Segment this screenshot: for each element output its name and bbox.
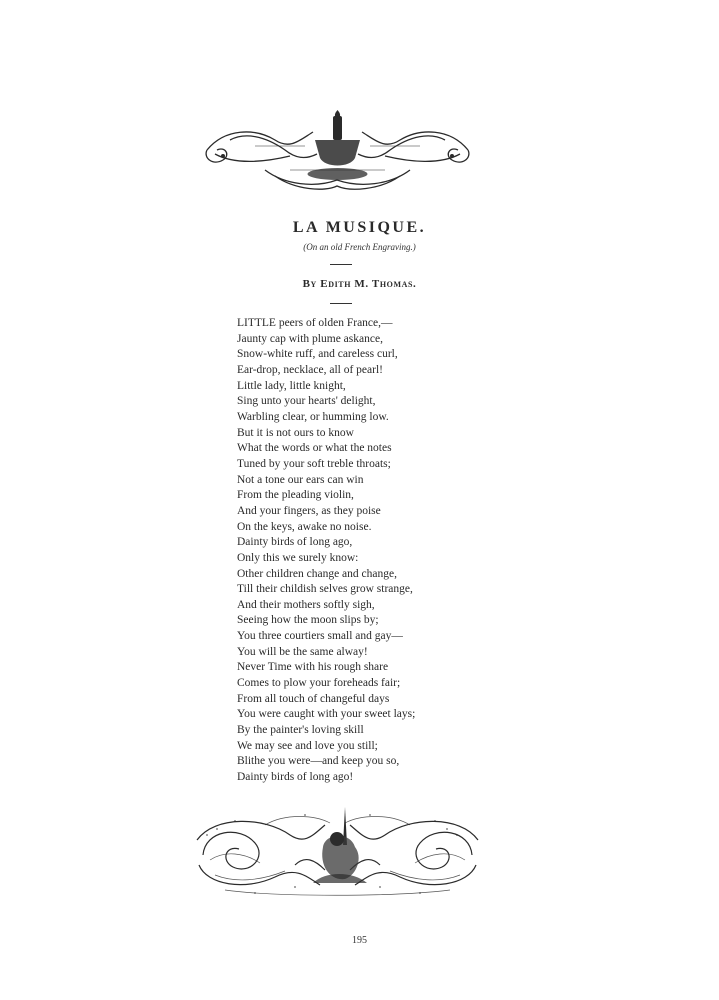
engraving-vignette-icon bbox=[195, 805, 480, 897]
poem-line: Jaunty cap with plume askance, bbox=[237, 332, 383, 345]
divider bbox=[330, 264, 352, 265]
poem-body bbox=[237, 316, 497, 786]
poem-line: LITTLE peers of olden France,— bbox=[237, 317, 393, 329]
poem-line: By the painter's loving skill bbox=[237, 724, 364, 737]
poem-line: Warbling clear, or humming low. bbox=[237, 410, 389, 423]
poem-line: Blithe you were—and keep you so, bbox=[237, 755, 400, 768]
poem-line: Little lady, little knight, bbox=[237, 379, 346, 392]
byline: By Edith M. Thomas. bbox=[302, 278, 417, 290]
poem-line: Sing unto your hearts' delight, bbox=[237, 395, 376, 408]
poem-line: Comes to plow your foreheads fair; bbox=[237, 677, 401, 690]
poem-line: You were caught with your sweet lays; bbox=[237, 708, 416, 721]
poem-line: Till their childish selves grow strange, bbox=[237, 583, 413, 596]
page-number: 195 bbox=[352, 935, 367, 946]
poem-line: Ear-drop, necklace, all of pearl! bbox=[237, 363, 383, 376]
divider bbox=[330, 303, 352, 304]
poem-line: From all touch of changeful days bbox=[237, 692, 390, 705]
poem-line: You will be the same alway! bbox=[237, 645, 368, 658]
poem-line: Only this we surely know: bbox=[237, 551, 359, 564]
poem-line: From the pleading violin, bbox=[237, 489, 354, 502]
poem-line: What the words or what the notes bbox=[237, 442, 392, 455]
poem-line: And their mothers softly sigh, bbox=[237, 598, 375, 611]
poem-line: Tuned by your soft treble throats; bbox=[237, 457, 391, 470]
poem-line: But it is not ours to know bbox=[237, 426, 354, 439]
poem-line: We may see and love you still; bbox=[237, 739, 378, 752]
poem-line: Never Time with his rough share bbox=[237, 661, 389, 674]
ornament-top-icon bbox=[195, 110, 480, 192]
poem-line: Snow-white ruff, and careless curl, bbox=[237, 348, 398, 361]
poem-line: And your fingers, as they poise bbox=[237, 504, 381, 517]
poem-line: Dainty birds of long ago! bbox=[237, 771, 354, 784]
poem-line: Seeing how the moon slips by; bbox=[237, 614, 379, 627]
poem-line: Other children change and change, bbox=[237, 567, 397, 580]
poem-subtitle: (On an old French Engraving.) bbox=[303, 242, 416, 252]
poem-line: Dainty birds of long ago, bbox=[237, 536, 353, 549]
poem-line: You three courtiers small and gay— bbox=[237, 630, 403, 643]
poem-line: On the keys, awake no noise. bbox=[237, 520, 372, 533]
poem-title: LA MUSIQUE. bbox=[292, 219, 427, 236]
poem-line: Not a tone our ears can win bbox=[237, 473, 364, 486]
